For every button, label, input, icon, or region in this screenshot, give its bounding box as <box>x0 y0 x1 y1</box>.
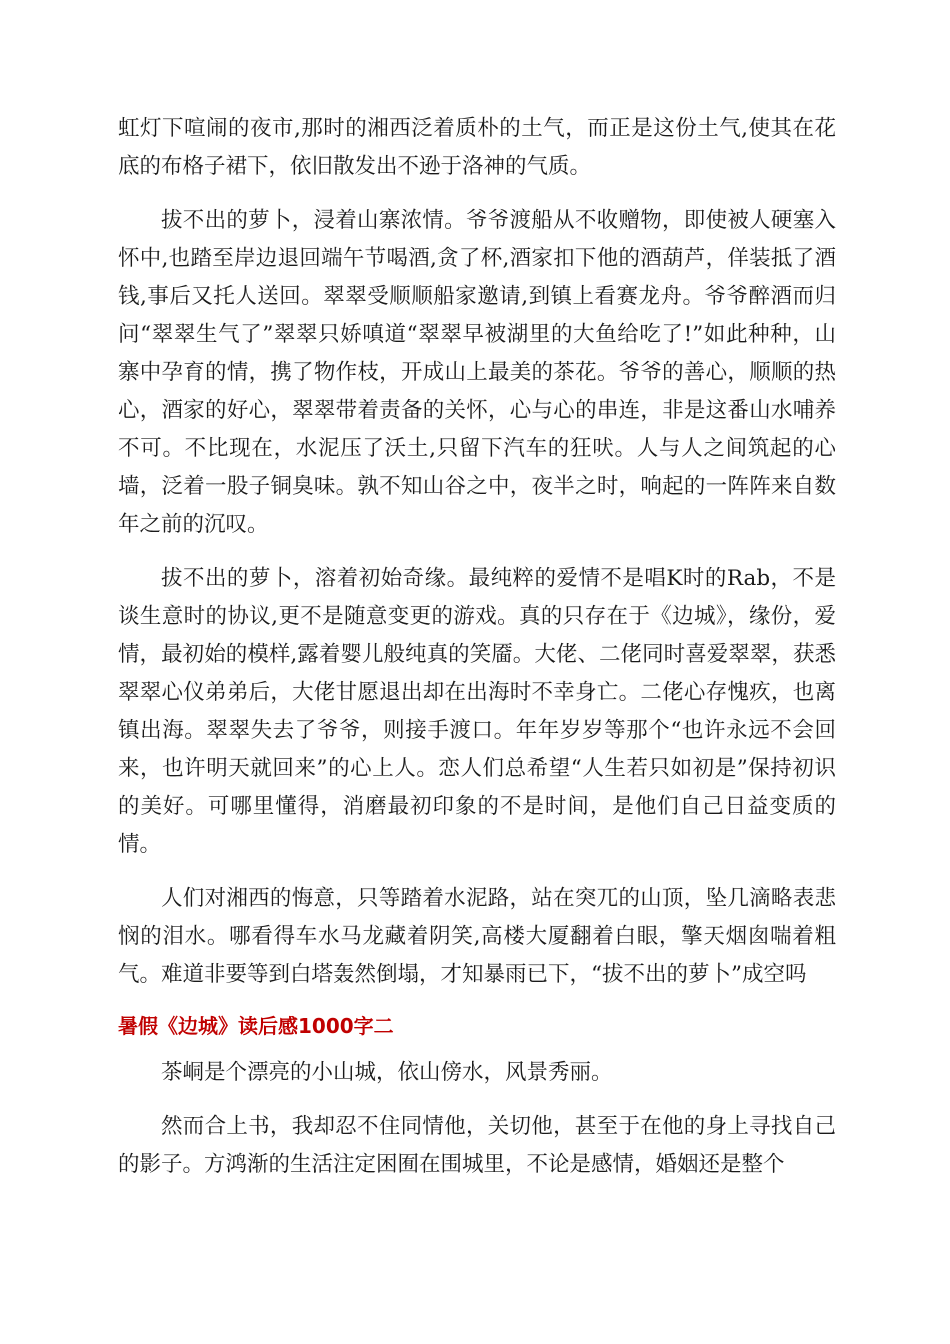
document-page <box>118 110 836 1200</box>
paragraph-1: 虹灯下喧闹的夜市,那时的湘西泛着质朴的土气，而正是这份土气,使其在花底的布格子裙下，依旧散发出不逊于洛神的气质。 <box>118 116 836 179</box>
paragraph-4: 人们对湘西的悔意，只等踏着水泥路，站在突兀的山顶，坠几滴略表悲悯的泪水。哪看得车水马龙藏着阴笑,高楼大厦翻着白眼，擎天烟囱喘着粗气。难道非要等到白塔轰然倒塌，才知暴雨已下，“拔不出的萝卜”成空吗 <box>118 886 836 987</box>
section-heading: 暑假《边城》读后感1000字二 <box>118 1014 394 1038</box>
paragraph-5: 茶峒是个漂亮的小山城，依山傍水，风景秀丽。 <box>161 1060 613 1085</box>
paragraph-2: 拔不出的萝卜，浸着山寨浓情。爷爷渡船从不收赠物，即使被人硬塞入怀中,也踏至岸边退回端午节喝酒,贪了杯,酒家扣下他的酒葫芦，佯装抵了酒钱,事后又托人送回。翠翠受顺顺船家邀请,到镇上看赛龙舟。爷爷醉酒而归问“翠翠生气了”翠翠只娇嗔道“翠翠早被湖里的大鱼给吃了!”如此种种，山寨中孕育的情，携了物作枝，开成山上最美的茶花。爷爷的善心，顺顺的热心，酒家的好心，翠翠带着责备的关怀，心与心的串连，非是这番山水哺养不可。不比现在，水泥压了沃土,只留下汽车的狂吠。人与人之间筑起的心墙，泛着一股子铜臭味。孰不知山谷之中，夜半之时，响起的一阵阵来自数年之前的沉叹。 <box>118 208 836 537</box>
paragraph-6: 然而合上书，我却忍不住同情他，关切他，甚至于在他的身上寻找自己的影子。方鸿渐的生活注定困囿在围城里，不论是感情，婚姻还是整个 <box>118 1114 836 1177</box>
paragraph-3: 拔不出的萝卜，溶着初始奇缘。最纯粹的爱情不是唱K时的Rab，不是谈生意时的协议,更不是随意变更的游戏。真的只存在于《边城》，缘份，爱情，最初始的模样,露着婴儿般纯真的笑靥。大佬、二佬同时喜爱翠翠，获悉翠翠心仪弟弟后，大佬甘愿退出却在出海时不幸身亡。二佬心存愧疚，也离镇出海。翠翠失去了爷爷，则接手渡口。年年岁岁等那个“也许永远不会回来，也许明天就回来”的心上人。恋人们总希望“人生若只如初是”保持初识的美好。可哪里懂得，消磨最初印象的不是时间，是他们自己日益变质的情。 <box>118 566 836 857</box>
